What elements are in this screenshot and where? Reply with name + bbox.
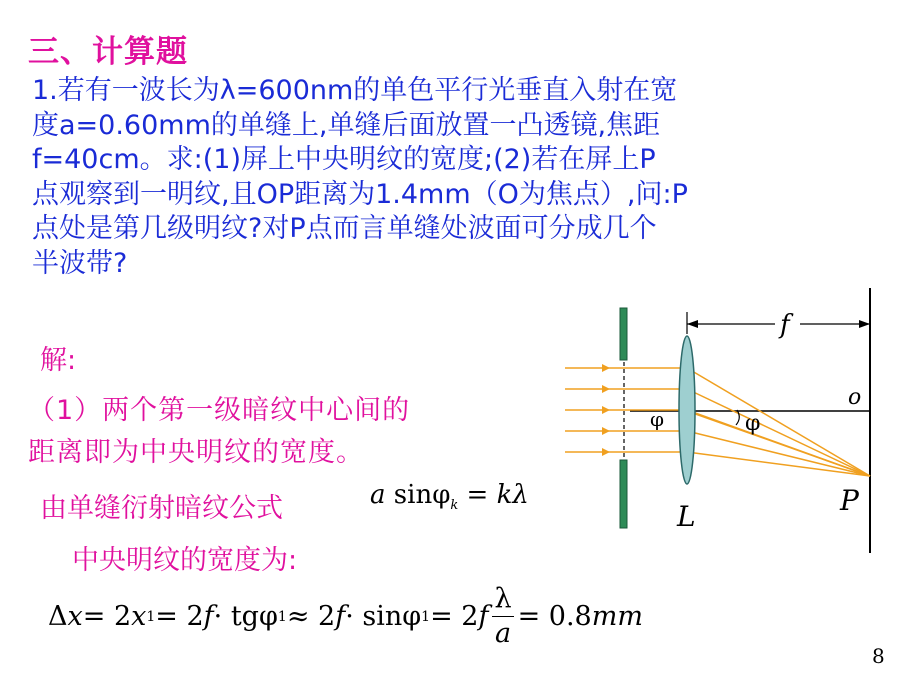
eq-eq1: = 2 xyxy=(82,601,132,632)
eq-eq3: = 2 xyxy=(430,601,479,632)
formula-k-sub: k xyxy=(450,498,459,514)
dark-fringe-formula xyxy=(370,480,529,513)
solution-label: 解: xyxy=(40,345,77,376)
solution-line-2: 距离即为中央明纹的宽度。 xyxy=(28,437,364,468)
label-L: L xyxy=(677,500,696,533)
eq-sub3: 1 xyxy=(421,608,431,625)
fraction-denominator: a xyxy=(494,618,512,649)
eq-f2: f xyxy=(335,601,346,632)
section-title: 三、计算题 xyxy=(28,34,188,70)
label-o: o xyxy=(848,385,862,410)
formula-sin: sin xyxy=(393,480,433,510)
formula-phi: φ xyxy=(432,480,451,510)
problem-line: 点观察到一明纹,且OP距离为1.4mm（O为焦点）,问:P xyxy=(32,178,688,210)
eq-f1: f xyxy=(203,601,214,632)
fraction-numerator: λ xyxy=(492,582,513,617)
eq-eq2: = 2 xyxy=(155,601,204,632)
single-slit-diagram xyxy=(550,288,890,558)
problem-line: 点处是第几级明纹?对P点而言单缝处波面可分成几个 xyxy=(32,213,657,244)
slit-plate-top xyxy=(620,308,627,360)
eq-f3: f xyxy=(478,601,489,632)
slit-plate-bottom xyxy=(620,460,627,528)
label-phi-right: φ xyxy=(745,411,761,436)
eq-delta: Δ xyxy=(48,601,68,632)
eq-sin: · sinφ xyxy=(345,601,422,632)
formula-a: a xyxy=(370,480,386,510)
f-arrowhead-right xyxy=(859,320,870,328)
ray-arrowheads xyxy=(602,364,610,456)
eq-sub2: 1 xyxy=(277,608,287,625)
label-P: P xyxy=(840,484,859,517)
label-f: f xyxy=(780,310,790,340)
formula-eq: = xyxy=(458,480,497,510)
eq-sub1: 1 xyxy=(146,608,156,625)
eq-unit: mm xyxy=(591,601,643,632)
formula-rhs: kλ xyxy=(496,480,529,510)
central-width-equation xyxy=(48,582,643,651)
eq-approx: ≈ 2 xyxy=(286,601,336,632)
convex-lens xyxy=(679,336,695,484)
eq-x: x xyxy=(67,601,83,632)
problem-line: 半波带? xyxy=(32,247,128,279)
incident-rays xyxy=(565,368,870,476)
label-phi-left: φ xyxy=(650,407,665,431)
eq-x1: x xyxy=(131,601,147,632)
problem-line: 度a=0.60mm的单缝上,单缝后面放置一凸透镜,焦距 xyxy=(32,109,661,141)
problem-line: 1.若有一波长为λ=600nm的单色平行光垂直入射在宽 xyxy=(32,75,678,106)
problem-statement xyxy=(32,74,852,281)
lambda-over-a-fraction xyxy=(492,582,513,651)
problem-line: f=40cm。求:(1)屏上中央明纹的宽度;(2)若在屏上P xyxy=(32,144,656,175)
solution-line-3: 由单缝衍射暗纹公式 xyxy=(40,493,283,524)
eq-result: = 0.8 xyxy=(517,601,592,632)
eq-tg: · tgφ xyxy=(213,601,278,632)
solution-line-4: 中央明纹的宽度为: xyxy=(72,545,298,576)
page-number: 8 xyxy=(872,644,885,668)
f-arrowhead-left xyxy=(687,320,698,328)
solution-line-1: （1）两个第一级暗纹中心间的 xyxy=(28,395,411,426)
